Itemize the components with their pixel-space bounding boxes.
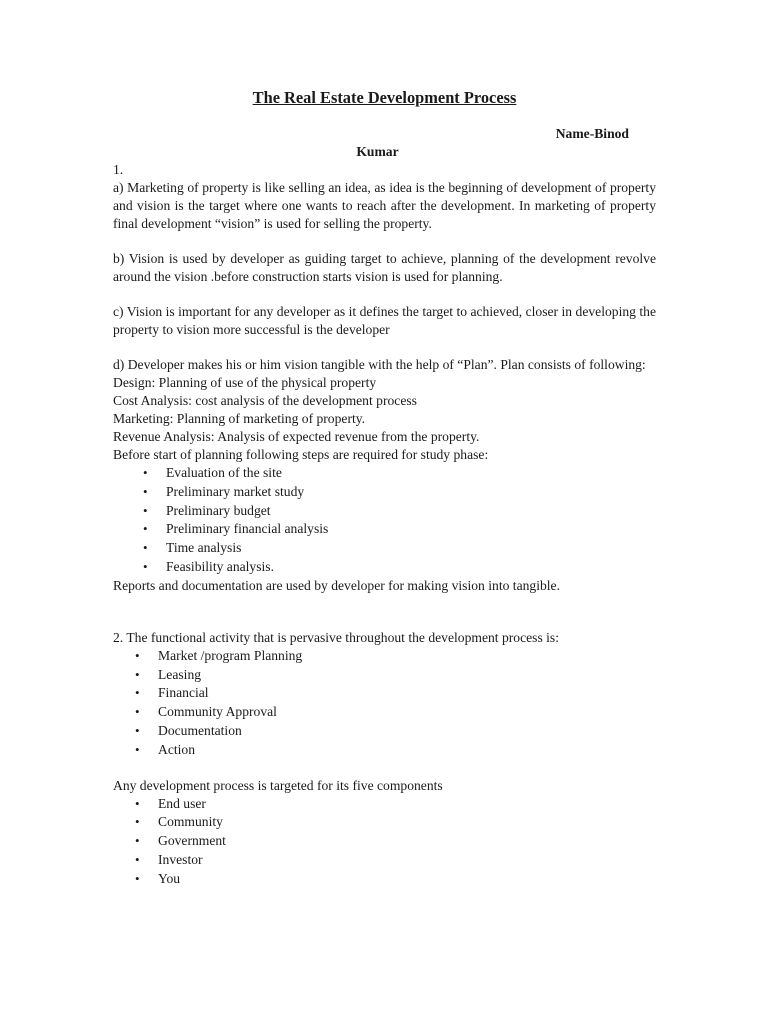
list-item xyxy=(113,684,656,703)
bullet-icon: • xyxy=(143,465,148,480)
section1-closing: Reports and documentation are used by developer for making vision into tangible. xyxy=(113,577,560,593)
list-item xyxy=(113,813,656,832)
list-item-text: Government xyxy=(158,833,226,849)
list-item xyxy=(113,832,656,851)
list-item-text: You xyxy=(158,870,181,886)
section2-intro: 2. The functional activity that is pervasive throughout the development process is: xyxy=(113,629,559,645)
list-item-text: Action xyxy=(158,741,195,757)
bullet-icon: • xyxy=(135,647,140,663)
list-item-text: Preliminary financial analysis xyxy=(166,521,329,537)
bullet-icon: • xyxy=(135,814,140,830)
document-title: The Real Estate Development Process xyxy=(252,88,517,107)
list-item xyxy=(113,722,656,741)
bullet-icon: • xyxy=(135,851,140,867)
list-item-text: Community Approval xyxy=(158,704,277,720)
plan-lines xyxy=(113,374,656,464)
list-item-text: Time analysis xyxy=(166,540,242,556)
components-list xyxy=(113,795,656,889)
bullet-icon: • xyxy=(135,722,140,738)
list-item xyxy=(113,558,656,577)
plan-line: Design: Planning of use of the physical property xyxy=(113,375,377,390)
list-item-text: Preliminary budget xyxy=(166,502,271,518)
document-page xyxy=(113,88,656,889)
author-name-line1: Name-Binod xyxy=(555,126,629,141)
bullet-icon: • xyxy=(143,521,148,537)
paragraph-a: a) Marketing of property is like selling an idea, as idea is the beginning of development of property and vision is the target where one wants to reach after the development. In marketing of property final development “vision” is used for selling the property. xyxy=(113,180,656,231)
plan-line: Cost Analysis: cost analysis of the development process xyxy=(113,393,417,408)
list-item-text: Documentation xyxy=(158,722,242,738)
list-item-text: Community xyxy=(158,814,223,830)
list-item-text: End user xyxy=(158,795,206,811)
list-item-text: Market /program Planning xyxy=(158,647,303,663)
bullet-icon: • xyxy=(143,558,148,574)
author-name-line2: Kumar xyxy=(356,144,399,159)
bullet-icon: • xyxy=(143,540,148,556)
list-item xyxy=(113,539,656,558)
list-item xyxy=(113,741,656,760)
bullet-icon: • xyxy=(135,870,140,886)
study-steps-list xyxy=(113,464,656,577)
plan-line: Marketing: Planning of marketing of property. xyxy=(113,411,366,426)
paragraph-b: b) Vision is used by developer as guiding target to achieve, planning of the development revolve around the vision .before construction starts vision is used for planning. xyxy=(113,251,656,284)
list-item-text: Leasing xyxy=(158,666,202,682)
bullet-icon: • xyxy=(135,795,140,811)
bullet-icon: • xyxy=(143,502,148,518)
list-item xyxy=(113,647,656,666)
paragraph-d: d) Developer makes his or him vision tangible with the help of “Plan”. Plan consists of following: xyxy=(113,357,646,372)
paragraph-c: c) Vision is important for any developer as it defines the target to achieved, closer in developing the property to vision more successful is the developer xyxy=(113,304,656,337)
list-item xyxy=(113,483,656,502)
bullet-icon: • xyxy=(135,833,140,849)
section-number: 1. xyxy=(113,162,124,177)
plan-line: Before start of planning following steps are required for study phase: xyxy=(113,447,489,462)
list-item xyxy=(113,666,656,685)
bullet-icon: • xyxy=(143,483,148,499)
list-item-text: Investor xyxy=(158,851,203,867)
activities-list xyxy=(113,647,656,760)
list-item xyxy=(113,795,656,814)
list-item-text: Feasibility analysis. xyxy=(166,558,274,574)
list-item xyxy=(113,851,656,870)
list-item xyxy=(113,703,656,722)
bullet-icon: • xyxy=(135,666,140,682)
list-item-text: Preliminary market study xyxy=(166,483,305,499)
list-item xyxy=(113,464,656,483)
bullet-icon: • xyxy=(135,685,140,701)
list-item xyxy=(113,870,656,889)
list-item xyxy=(113,520,656,539)
list-item xyxy=(113,502,656,521)
bullet-icon: • xyxy=(135,741,140,757)
bullet-icon: • xyxy=(135,704,140,720)
list-item-text: Evaluation of the site xyxy=(166,465,282,480)
list-item-text: Financial xyxy=(158,685,209,701)
plan-line: Revenue Analysis: Analysis of expected revenue from the property. xyxy=(113,429,480,444)
components-intro: Any development process is targeted for its five components xyxy=(113,777,443,793)
